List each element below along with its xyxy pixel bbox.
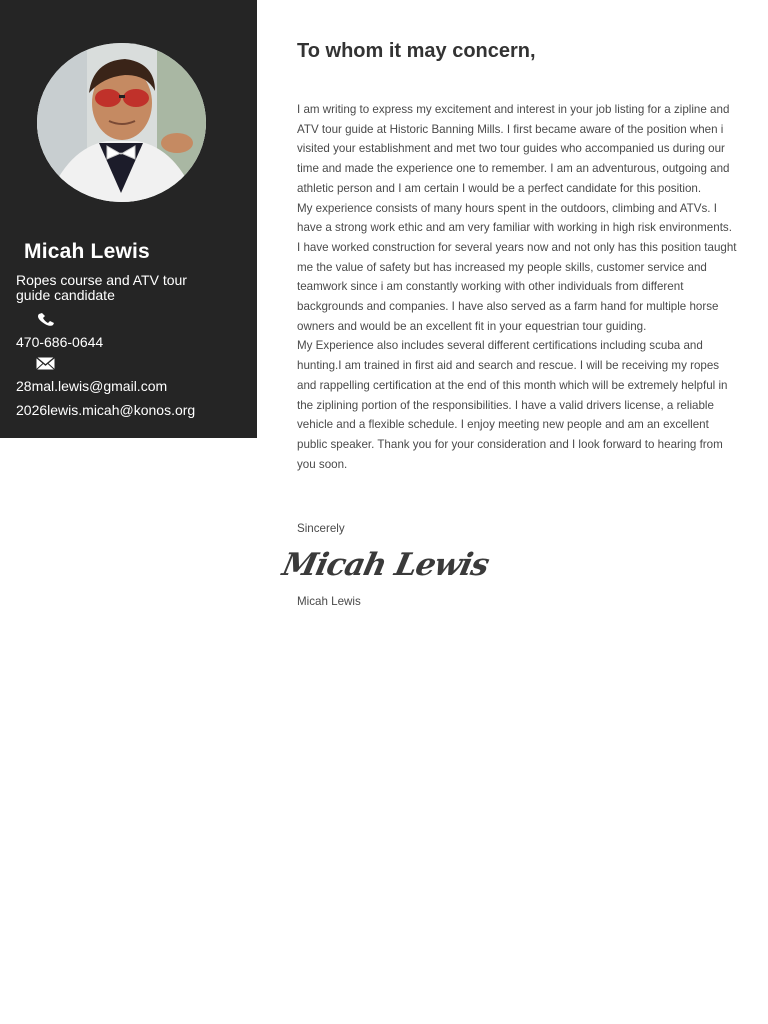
candidate-subtitle: Ropes course and ATV tour guide candidate xyxy=(16,272,187,303)
profile-sidebar xyxy=(0,0,257,438)
letter-paragraphs xyxy=(297,100,737,474)
profile-photo xyxy=(37,43,206,202)
mail-icon xyxy=(36,357,55,370)
phone-icon xyxy=(36,312,56,328)
phone-number: 470-686-0644 xyxy=(16,334,104,350)
signer-name: Micah Lewis xyxy=(297,595,361,608)
closing: Sincerely xyxy=(297,522,345,535)
paragraph: My Experience also includes several different certifications including scuba and hunting.I am trained in first aid and search and rescue. I will be receiving my ropes and rappelling certification at the end of this month which will be extremely helpful in the ziplining portion of the responsibilities. I have a valid drivers license, a reliable vehicle and a flexible schedule. I enjoy meeting new people and am an excellent public speaker. Thank you for your consideration and I look forward to hearing from you soon. xyxy=(297,339,728,471)
candidate-name: Micah Lewis xyxy=(24,240,150,263)
greeting: To whom it may concern, xyxy=(297,40,536,62)
paragraph: My experience consists of many hours spent in the outdoors, climbing and ATVs. I have a strong work ethic and am very familiar with working in high risk environments. I have worked construction for several years now and not only has this position taught me the value of safety but has increased my people skills, customer service and teamwork since i am constantly working with other individuals from different backgrounds and companies. I have also served as a farm hand for multiple horse owners and would be an excellent fit in your equestrian tour guiding. xyxy=(297,201,737,333)
email-primary: 28mal.lewis@gmail.com xyxy=(16,378,168,394)
avatar xyxy=(37,43,206,202)
email-secondary: 2026lewis.micah@konos.org xyxy=(16,402,196,418)
paragraph: I am writing to express my excitement and interest in your job listing for a zipline and ATV tour guide at Historic Banning Mills. I first became aware of the position when i visited your establishment and met two tour guides who accompanied us during our time and made the experience one to remember. I am an adventurous, outgoing and athletic person and I am certain I would be a perfect candidate for this position. xyxy=(297,103,730,195)
signature: Micah Lewis xyxy=(279,547,492,583)
